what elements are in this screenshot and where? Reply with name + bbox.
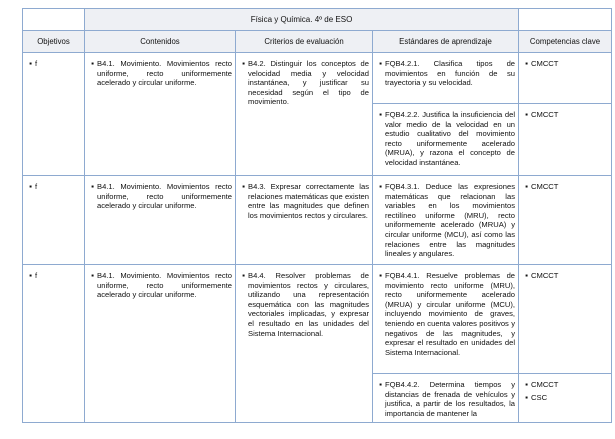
- contenidos-cell: [85, 176, 236, 265]
- objetivos-text: f: [35, 59, 38, 68]
- bullet-icon: ▪: [91, 182, 94, 191]
- header-contenidos: Contenidos: [85, 31, 236, 53]
- competencia-text: CSC: [531, 392, 548, 402]
- contenidos-cell: [85, 53, 236, 176]
- competencias-cell: [519, 176, 612, 265]
- bullet-icon: ▪: [29, 182, 32, 191]
- bullet-icon: ▪: [525, 110, 528, 119]
- contenidos-text: B4.1. Movimiento. Movimientos recto uniforme, recto uniformemente acelerado y circular uniforme.: [97, 271, 232, 300]
- bullet-icon: ▪: [29, 271, 32, 280]
- bullet-icon: ▪: [379, 380, 382, 389]
- bullet-icon: ▪: [91, 59, 94, 68]
- competencia-text: CMCCT: [531, 59, 559, 68]
- estandar-cell: [373, 374, 519, 423]
- bullet-icon: ▪: [525, 380, 528, 389]
- estandar-cell: [373, 265, 519, 374]
- bullet-icon: ▪: [525, 392, 528, 402]
- estandar-text: FQB4.4.2. Determina tiempos y distancias de frenada de vehículos y justifica, a partir de los resultados, la importancia de mantener la: [385, 380, 516, 418]
- header-criterios: Criterios de evaluación: [236, 31, 373, 53]
- criterio-cell: [236, 176, 373, 265]
- bullet-icon: ▪: [379, 110, 382, 119]
- competencias-cell: [519, 265, 612, 374]
- header-competencias: Competencias clave: [519, 31, 612, 53]
- table-title-row: [23, 9, 612, 31]
- bullet-icon: ▪: [525, 271, 528, 280]
- table-header-row: [23, 31, 612, 53]
- bullet-icon: ▪: [525, 59, 528, 68]
- bullet-icon: ▪: [379, 271, 382, 280]
- bullet-icon: ▪: [29, 59, 32, 68]
- objetivos-text: f: [35, 182, 38, 191]
- objetivos-cell: [23, 265, 85, 423]
- bullet-icon: ▪: [242, 182, 245, 191]
- objetivos-cell: [23, 176, 85, 265]
- contenidos-text: B4.1. Movimiento. Movimientos recto uniforme, recto uniformemente acelerado y circular uniforme.: [97, 182, 232, 211]
- estandar-cell: [373, 176, 519, 265]
- competencia-text: CMCCT: [531, 380, 559, 389]
- bullet-icon: ▪: [242, 59, 245, 68]
- bullet-icon: ▪: [379, 59, 382, 68]
- estandar-text: FQB4.4.1. Resuelve problemas de movimiento recto uniforme (MRU), recto uniformemente acelerado (MRUA) y circular uniforme (MCU), incluyendo movimiento de graves, teniendo en cuenta valores positivos y negativos de las magnitudes, y expresar el resultado en unidades del Sistema Internacional.: [385, 271, 516, 357]
- criterio-cell: [236, 53, 373, 176]
- contenidos-text: B4.1. Movimiento. Movimientos recto uniforme, recto uniformemente acelerado y circular uniforme.: [97, 59, 232, 88]
- criterio-cell: [236, 265, 373, 423]
- estandar-text: FQB4.3.1. Deduce las expresiones matemáticas que relacionan las variables en los movimientos rectilíneo uniforme (MRU), recto uniformemente acelerado (MRUA) y circular uniforme (MCU), así como las relaciones entre las magnitudes lineales y angulares.: [385, 182, 516, 259]
- criterio-text: B4.4. Resolver problemas de movimientos rectos y circulares, utilizando una representación esquemática con las magnitudes vectoriales implicadas, y expresar el resultado en las unidades del Sistema Internacional.: [248, 271, 369, 338]
- header-estandares: Estándares de aprendizaje: [373, 31, 519, 53]
- bullet-icon: ▪: [525, 182, 528, 191]
- bullet-icon: ▪: [91, 271, 94, 280]
- bullet-icon: ▪: [242, 271, 245, 280]
- competencia-text: CMCCT: [531, 110, 559, 119]
- title-blank-cell: [23, 9, 85, 31]
- header-objetivos: Objetivos: [23, 31, 85, 53]
- bullet-icon: ▪: [379, 182, 382, 191]
- criterio-text: B4.3. Expresar correctamente las relaciones matemáticas que existen entre las magnitudes que definen los movimientos rectos y circulares.: [248, 182, 369, 220]
- estandar-text: FQB4.2.2. Justifica la insuficiencia del valor medio de la velocidad en un estudio cualitativo del movimiento recto uniformemente acelerado (MRUA), y razona el concepto de velocidad instantánea.: [385, 110, 516, 167]
- criterio-text: B4.2. Distinguir los conceptos de velocidad media y velocidad instantánea, y justificar su necesidad según el tipo de movimiento.: [248, 59, 369, 107]
- competencia-text: CMCCT: [531, 182, 559, 191]
- estandar-text: FQB4.2.1. Clasifica tipos de movimientos en función de su trayectoria y su velocidad.: [385, 59, 516, 88]
- table-title: Física y Química. 4º de ESO: [85, 9, 519, 31]
- competencias-cell: [519, 104, 612, 176]
- table-row: [23, 265, 612, 374]
- curriculum-table: [22, 8, 612, 423]
- table-row: [23, 176, 612, 265]
- objetivos-cell: [23, 53, 85, 176]
- competencia-text: CMCCT: [531, 271, 559, 280]
- title-blank-cell: [519, 9, 612, 31]
- competencias-cell: [519, 374, 612, 423]
- contenidos-cell: [85, 265, 236, 423]
- competencias-cell: [519, 53, 612, 104]
- table-row: [23, 53, 612, 104]
- estandar-cell: [373, 104, 519, 176]
- estandar-cell: [373, 53, 519, 104]
- objetivos-text: f: [35, 271, 38, 280]
